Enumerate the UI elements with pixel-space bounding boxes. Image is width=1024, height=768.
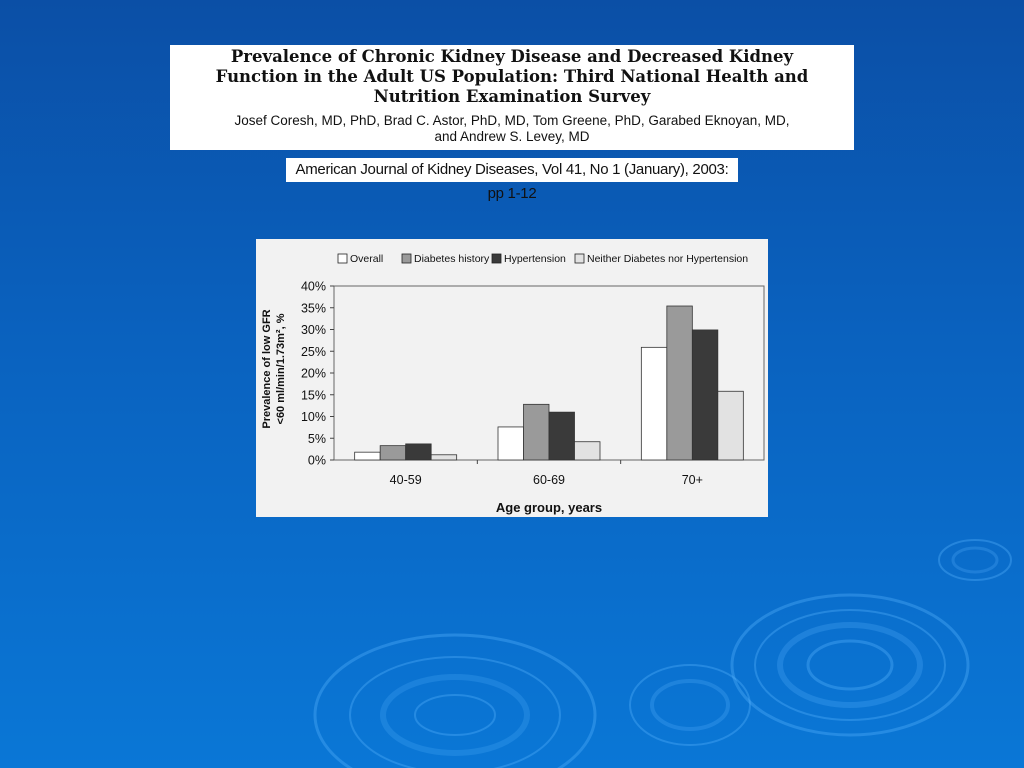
legend-label-hypertension: Hypertension — [504, 253, 566, 265]
bar-diabetes-40-59 — [380, 446, 406, 460]
journal-citation: American Journal of Kidney Diseases, Vol 41, No 1 (January), 2003: pp 1-12 — [286, 158, 738, 182]
x-tick-label-40-59: 40-59 — [389, 473, 422, 487]
x-axis-title: Age group, years — [495, 500, 603, 515]
article-title: Prevalence of Chronic Kidney Disease and Decreased Kidney Function in the Adult US Population: Third National Health and Nutrition Examination Survey — [215, 47, 809, 106]
y-axis-title-line2: <60 ml/min/1.73m², % — [275, 313, 287, 425]
y-tick-label: 20% — [300, 366, 326, 381]
bar-overall-60-69 — [498, 427, 524, 460]
y-tick-label: 35% — [300, 301, 326, 316]
chart-bars — [355, 306, 744, 460]
chart-canvas — [256, 239, 768, 517]
bar-diabetes-60-69 — [524, 404, 550, 460]
y-axis-ticks — [301, 280, 334, 468]
legend-label-overall: Overall — [350, 253, 384, 265]
x-axis-ticks — [390, 460, 703, 487]
article-authors: Josef Coresh, MD, PhD, Brad C. Astor, PhD, MD, Tom Greene, PhD, Garabed Eknoyan, MD, and Andrew S. Levey, MD — [234, 113, 790, 144]
legend-swatch-neither — [575, 254, 584, 263]
y-tick-label: 5% — [307, 431, 326, 446]
legend-swatch-overall — [338, 254, 347, 263]
article-header — [170, 45, 854, 150]
bar-neither-70+ — [718, 391, 744, 460]
bar-neither-60-69 — [575, 442, 601, 460]
y-axis-title — [261, 309, 287, 428]
bar-neither-40-59 — [431, 455, 457, 460]
bar-overall-40-59 — [355, 452, 381, 460]
bar-chart — [256, 239, 768, 517]
y-tick-label: 0% — [307, 453, 326, 468]
legend-label-neither: Neither Diabetes nor Hypertension — [587, 253, 749, 265]
legend-label-diabetes: Diabetes history — [414, 253, 490, 265]
y-tick-label: 25% — [300, 344, 326, 359]
y-tick-label: 30% — [300, 323, 326, 337]
bar-diabetes-70+ — [667, 306, 693, 460]
legend-swatch-hypertension — [492, 254, 501, 263]
y-tick-label: 40% — [300, 279, 326, 294]
bar-hypertension-40-59 — [406, 444, 432, 460]
legend-swatch-diabetes — [402, 254, 411, 263]
x-tick-label-70+: 70+ — [681, 473, 703, 487]
y-tick-label: 10% — [300, 410, 326, 424]
y-axis-title-line1: Prevalence of low GFR — [261, 309, 273, 429]
bar-overall-70+ — [641, 347, 667, 460]
y-tick-label: 15% — [300, 388, 326, 403]
bar-hypertension-60-69 — [549, 412, 575, 460]
x-tick-label-60-69: 60-69 — [533, 473, 565, 487]
bar-hypertension-70+ — [692, 330, 718, 460]
chart-legend — [338, 253, 748, 265]
